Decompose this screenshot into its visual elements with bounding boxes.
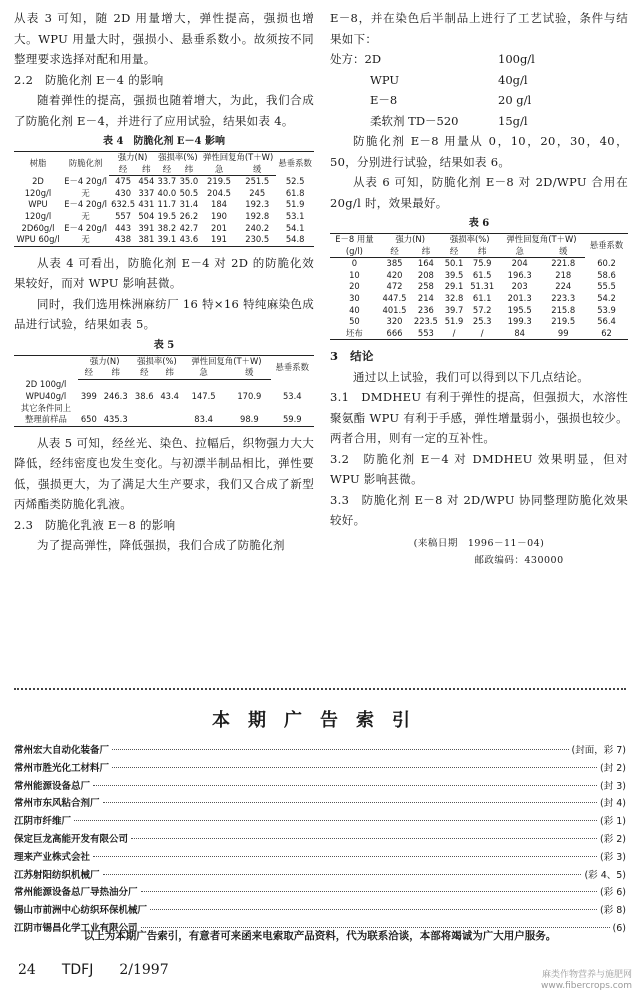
table-cell: / bbox=[467, 328, 498, 340]
col-subheader: 急 bbox=[182, 367, 224, 379]
table-4 bbox=[14, 151, 314, 247]
table-row bbox=[14, 211, 314, 223]
ad-page-ref: (彩 3) bbox=[600, 851, 626, 863]
table-cell bbox=[78, 379, 100, 391]
table-cell: 39.5 bbox=[444, 269, 464, 280]
table-cell: 214 bbox=[417, 292, 434, 303]
table-cell: 55.5 bbox=[597, 281, 616, 292]
recipe-list bbox=[330, 49, 628, 131]
ad-page-ref: (彩 1) bbox=[600, 816, 626, 828]
table-row bbox=[330, 258, 628, 270]
ad-index-note: 以上为本期广告索引，有意者可来函来电索取产品资料，代为联系洽谈，本部将竭诚为广大用户服务。 bbox=[83, 930, 557, 942]
table-cell: 196.3 bbox=[507, 269, 532, 280]
col-header: 悬垂系数 bbox=[585, 234, 628, 258]
col-subheader: 缓 bbox=[541, 246, 585, 258]
col-header: 强力(N) bbox=[109, 152, 156, 164]
table-cell: 472 bbox=[386, 281, 403, 292]
issue: 2/1997 bbox=[119, 962, 169, 978]
advertiser-name: 常州宏大自动化装备厂 bbox=[14, 745, 110, 756]
col-subheader: 缓 bbox=[228, 367, 270, 379]
table-cell: 204.5 bbox=[207, 187, 232, 198]
table-cell: 38.6 bbox=[134, 391, 154, 402]
table-row bbox=[14, 379, 314, 391]
table-cell: 20 bbox=[349, 281, 360, 292]
ad-index-item bbox=[14, 884, 626, 902]
table-cell: 420 bbox=[386, 269, 403, 280]
table-row bbox=[330, 281, 628, 293]
journal-name: TDFJ bbox=[61, 962, 94, 978]
ad-index-item bbox=[14, 742, 626, 760]
table-cell: E－4 20g/l bbox=[64, 199, 107, 210]
table-cell: 39.1 bbox=[156, 234, 178, 246]
table-cell: E－4 20g/l bbox=[64, 175, 107, 186]
table-cell: 51.9 bbox=[285, 199, 305, 210]
table-cell: 54.1 bbox=[285, 222, 305, 233]
table-6-caption: 表 6 bbox=[468, 218, 490, 229]
table-cell: 431 bbox=[138, 199, 155, 210]
table-cell: 75.9 bbox=[472, 258, 492, 269]
table-cell: 399 bbox=[80, 391, 97, 402]
col-header: 弹性回复角(T＋W) bbox=[498, 234, 585, 246]
table-cell: 30 bbox=[349, 292, 360, 303]
leader-dots bbox=[93, 785, 597, 786]
table-cell: 438 bbox=[109, 234, 137, 246]
ad-page-ref: (封 2) bbox=[600, 762, 626, 774]
table-cell: 401.5 bbox=[382, 304, 407, 315]
ad-index-item bbox=[14, 813, 626, 831]
paragraph: 从表 3 可知，随 2D 用量增大，弹性提高，强损也增大。WPU 用量大时，强损小、悬垂系数小。故须按不同整理要求选择对配和用量。 bbox=[14, 11, 314, 66]
col-subheader: 缓 bbox=[238, 164, 276, 176]
table-cell: 无 bbox=[81, 210, 90, 221]
table-cell: 40.0 bbox=[157, 187, 177, 198]
right-column bbox=[330, 8, 628, 569]
table-cell: 19.5 bbox=[157, 210, 177, 221]
table-cell: 61.8 bbox=[285, 187, 305, 198]
table-cell bbox=[182, 403, 224, 415]
postcode: 邮政编码：430000 bbox=[474, 554, 564, 566]
recipe-item: 处方：2D bbox=[330, 52, 382, 66]
conclusion-3-2: 3.2 防脆化剂 E－4 对 DMDHEU 效果明显，但对 WPU 影响甚微。 bbox=[330, 451, 628, 487]
table-cell: 650 bbox=[78, 414, 100, 426]
table-cell bbox=[132, 414, 157, 426]
advertiser-name: 常州市胜光化工材料厂 bbox=[14, 762, 110, 774]
advertiser-name: 保定巨龙高能开发有限公司 bbox=[14, 833, 129, 845]
recipe-row bbox=[330, 111, 628, 132]
table-cell: 43.6 bbox=[178, 234, 200, 246]
table-cell: 447.5 bbox=[382, 292, 407, 303]
leader-dots bbox=[74, 820, 597, 821]
table-cell: 2D 100g/l bbox=[25, 379, 67, 390]
table-cell: 666 bbox=[379, 328, 410, 340]
table-cell: 32.8 bbox=[444, 292, 464, 303]
paragraph: 从表 5 可知，经丝光、染色、拉幅后，织物强力大大降低，经纬密度也发生变化。与初漂半制品相比，弹性要低，强损更大，为了满足大生产要求，我们又合成了新型丙烯酯类防脆化乳液。 bbox=[14, 435, 314, 512]
table-cell bbox=[182, 379, 224, 391]
table-cell: 147.5 bbox=[191, 391, 216, 402]
table-cell: 31.4 bbox=[179, 199, 199, 210]
col-header bbox=[14, 355, 78, 379]
paragraph: 防脆化剂 E－8 用量从 0，10，20，30，40，50，分别进行试验，结果如表 6。 bbox=[330, 134, 628, 169]
table-5 bbox=[14, 355, 314, 427]
paragraph: 通过以上试验，我们可以得到以下几点结论。 bbox=[353, 369, 589, 384]
conclusion-3-1: 3.1 DMDHEU 有利于弹性的提高，但强损大，水溶性聚氨酯 WPU 有利于手感，弹性增量弱小，强损也较少。两者合用，则有一定的互补性。 bbox=[330, 390, 628, 446]
table-cell: 192.8 bbox=[245, 210, 270, 221]
table-cell: 246.3 bbox=[103, 391, 128, 402]
advertiser-name: 锡山市前洲中心纺织环保机械厂 bbox=[14, 905, 148, 917]
col-subheader: 纬 bbox=[157, 367, 182, 379]
table-cell bbox=[78, 403, 100, 415]
table-cell: 251.5 bbox=[245, 176, 270, 187]
table-cell: 454 bbox=[138, 176, 155, 187]
ad-page-ref: (封 3) bbox=[600, 780, 626, 792]
recipe-amount: 40g/l bbox=[498, 72, 528, 87]
conclusion-3-3: 3.3 防脆化剂 E－8 对 2D/WPU 协同整理防脆化效果较好。 bbox=[330, 492, 628, 528]
advertiser-name: 常州市东风粘合剂厂 bbox=[14, 798, 100, 810]
table-cell: 53.1 bbox=[285, 210, 305, 221]
table-cell: 120g/l bbox=[24, 210, 52, 221]
table-cell: 61.5 bbox=[472, 269, 492, 280]
leader-dots bbox=[150, 909, 597, 910]
table-row bbox=[14, 176, 314, 188]
recipe-row bbox=[330, 49, 628, 70]
table-cell: 208 bbox=[417, 269, 434, 280]
col-subheader: 纬 bbox=[178, 164, 200, 176]
table-cell: 98.9 bbox=[228, 414, 270, 426]
table-cell: 40 bbox=[349, 304, 360, 315]
table-cell: 62 bbox=[585, 328, 628, 340]
table-cell: 381 bbox=[137, 234, 156, 246]
ad-index-item bbox=[14, 760, 626, 778]
table-cell: 58.6 bbox=[597, 269, 616, 280]
advertiser-name: 江苏射阳纺织机械厂 bbox=[14, 869, 100, 881]
table-cell: 43.4 bbox=[160, 391, 179, 402]
ad-page-ref: (封面，彩 7) bbox=[571, 745, 626, 756]
table-cell: 224 bbox=[555, 281, 572, 292]
table-cell: 192.3 bbox=[245, 199, 270, 210]
table-cell: 26.2 bbox=[179, 210, 199, 221]
table-cell: WPU 60g/l bbox=[14, 234, 62, 246]
table-cell: 54.8 bbox=[276, 234, 314, 246]
table-cell: 245 bbox=[249, 187, 266, 198]
table-cell: 11.7 bbox=[157, 199, 177, 210]
page-footer bbox=[18, 962, 169, 978]
table-cell: 191 bbox=[200, 234, 238, 246]
table-cell: 553 bbox=[410, 328, 441, 340]
table-cell bbox=[157, 379, 182, 391]
recipe-item: E－8 bbox=[370, 93, 398, 107]
leader-dots bbox=[112, 767, 597, 768]
table-row bbox=[14, 199, 314, 211]
col-header: E－8 用量 bbox=[330, 234, 379, 246]
col-header: 强损率(%) bbox=[442, 234, 498, 246]
leader-dots bbox=[141, 891, 598, 892]
paragraph: E－8，并在染色后半制品上进行了工艺试验，条件与结果如下： bbox=[330, 11, 628, 46]
table-cell bbox=[132, 379, 157, 391]
col-header: 悬垂系数 bbox=[276, 152, 314, 176]
table-cell: 2D60g/l bbox=[21, 222, 55, 233]
ad-index-item bbox=[14, 902, 626, 920]
col-subheader: 经 bbox=[442, 246, 467, 258]
table-cell: 坯布 bbox=[330, 328, 379, 340]
table-cell: 0 bbox=[351, 258, 358, 269]
table-cell: / bbox=[442, 328, 467, 340]
table-cell: 385 bbox=[386, 258, 403, 269]
table-cell: 57.2 bbox=[472, 304, 492, 315]
ad-index-list bbox=[14, 742, 626, 938]
table-cell: 221.8 bbox=[551, 258, 576, 269]
col-subheader: 纬 bbox=[137, 164, 156, 176]
ad-index-title: 本期广告索引 bbox=[212, 710, 428, 731]
table-5-caption: 表 5 bbox=[153, 339, 175, 351]
table-cell: 10 bbox=[349, 269, 360, 280]
section-heading-3: 3 结论 bbox=[330, 349, 374, 364]
page-number: 24 bbox=[18, 962, 36, 978]
col-header: 防脆化剂 bbox=[62, 152, 109, 176]
table-cell: 391 bbox=[138, 222, 155, 233]
table-row bbox=[330, 305, 628, 317]
table-cell: 184 bbox=[211, 199, 228, 210]
table-row bbox=[330, 316, 628, 328]
table-cell bbox=[100, 379, 132, 391]
ad-page-ref: (彩 2) bbox=[600, 833, 626, 845]
advertiser-name: 常州能源设备总厂导热油分厂 bbox=[14, 887, 138, 899]
received-date: (来稿日期 1996－11－04) bbox=[413, 537, 545, 549]
col-subheader: 纬 bbox=[467, 246, 498, 258]
table-cell: 218 bbox=[555, 269, 572, 280]
ad-page-ref: (彩 6) bbox=[600, 887, 626, 899]
ad-index-item bbox=[14, 849, 626, 867]
table-cell bbox=[132, 403, 157, 415]
table-cell: 430 bbox=[115, 187, 132, 198]
col-subheader: 经 bbox=[156, 164, 178, 176]
col-header: 强损率(%) bbox=[132, 355, 183, 367]
table-cell: 230.5 bbox=[238, 234, 276, 246]
table-cell: 236 bbox=[417, 304, 434, 315]
recipe-amount: 20 g/l bbox=[498, 93, 532, 107]
table-cell: 240.2 bbox=[245, 222, 270, 233]
ad-index-item bbox=[14, 831, 626, 849]
table-cell: 258 bbox=[417, 281, 434, 292]
table-6 bbox=[330, 233, 628, 340]
watermark bbox=[541, 970, 632, 992]
table-cell: 整理前样品 bbox=[14, 414, 78, 426]
table-cell: 56.4 bbox=[597, 316, 616, 327]
table-cell: 475 bbox=[115, 176, 132, 187]
recipe-item: WPU bbox=[370, 72, 400, 87]
ad-page-ref: (6) bbox=[612, 922, 626, 934]
col-subheader: 纬 bbox=[410, 246, 441, 258]
table-cell: 219.5 bbox=[551, 316, 576, 327]
watermark-line: www.fibercrops.com bbox=[541, 981, 632, 991]
ad-page-ref: (彩 8) bbox=[600, 905, 626, 917]
leader-dots bbox=[103, 874, 582, 875]
table-cell: 无 bbox=[81, 187, 90, 198]
table-cell: 25.3 bbox=[472, 316, 492, 327]
col-header: 树脂 bbox=[14, 152, 62, 176]
table-cell: 199.3 bbox=[507, 316, 532, 327]
table-cell: 223.3 bbox=[551, 292, 576, 303]
section-heading-2-2: 2.2 防脆化剂 E－4 的影响 bbox=[14, 72, 164, 87]
advertiser-name: 江阴市纤维厂 bbox=[14, 816, 72, 828]
table-cell: 190 bbox=[211, 210, 228, 221]
table-cell: 83.4 bbox=[182, 414, 224, 426]
paragraph: 随着弹性的提高，强损也随着增大，为此，我们合成了防脆化剂 E－4，并进行了应用试验，结果如表 4。 bbox=[14, 93, 314, 128]
divider bbox=[14, 688, 626, 690]
paragraph: 同时，我们选用株洲麻纺厂 16 特×16 特纯麻染色成品进行试验，结果如表 5。 bbox=[14, 296, 314, 332]
table-cell: 443 bbox=[115, 222, 132, 233]
table-cell: 2D bbox=[32, 175, 44, 186]
col-header: 强力(N) bbox=[78, 355, 132, 367]
left-column bbox=[14, 8, 314, 556]
recipe-row bbox=[330, 70, 628, 91]
col-subheader: (g/l) bbox=[330, 246, 379, 258]
table-cell: 84 bbox=[498, 328, 542, 340]
table-row bbox=[14, 188, 314, 200]
paragraph: 从表 4 可看出，防脆化剂 E－4 对 2D 的防脆化效果较好，而对 WPU 影响甚微。 bbox=[14, 255, 314, 291]
table-cell: 29.1 bbox=[444, 281, 464, 292]
col-header: 强力(N) bbox=[379, 234, 442, 246]
ad-index-item bbox=[14, 778, 626, 796]
col-subheader: 急 bbox=[200, 164, 238, 176]
ad-index-item bbox=[14, 795, 626, 813]
table-row bbox=[330, 328, 628, 340]
table-cell: 223.5 bbox=[413, 316, 438, 327]
table-cell: 201.3 bbox=[507, 292, 532, 303]
table-cell: 50.1 bbox=[444, 258, 464, 269]
table-row bbox=[14, 234, 314, 246]
ad-page-ref: (封 4) bbox=[600, 798, 626, 810]
table-cell bbox=[157, 403, 182, 415]
leader-dots bbox=[103, 802, 598, 803]
table-cell: 38.2 bbox=[157, 222, 177, 233]
table-row bbox=[14, 403, 314, 415]
table-cell: E－4 20g/l bbox=[64, 222, 107, 233]
table-cell: WPU bbox=[28, 199, 48, 210]
table-cell: 320 bbox=[386, 316, 403, 327]
table-cell: 170.9 bbox=[237, 391, 262, 402]
table-cell: 其它条件同上 bbox=[20, 402, 72, 413]
table-cell: 219.5 bbox=[207, 176, 232, 187]
section-heading-2-3: 2.3 防脆化乳液 E－8 的影响 bbox=[14, 517, 176, 532]
table-cell: 52.5 bbox=[285, 175, 305, 186]
col-subheader: 纬 bbox=[100, 367, 132, 379]
col-header: 强损率(%) bbox=[156, 152, 200, 164]
table-cell: 504 bbox=[138, 210, 155, 221]
table-cell: 201 bbox=[211, 222, 228, 233]
table-cell: 59.9 bbox=[271, 414, 314, 426]
col-header: 弹性回复角(T＋W) bbox=[200, 152, 276, 164]
table-cell: 39.7 bbox=[444, 304, 464, 315]
ad-index-item bbox=[14, 867, 626, 885]
table-cell bbox=[271, 379, 314, 391]
table-cell: 557 bbox=[115, 210, 132, 221]
table-cell: 632.5 bbox=[111, 199, 136, 210]
col-header: 悬垂系数 bbox=[271, 355, 314, 379]
col-subheader: 经 bbox=[132, 367, 157, 379]
table-cell: 51.31 bbox=[470, 281, 495, 292]
col-subheader: 经 bbox=[78, 367, 100, 379]
leader-dots bbox=[112, 749, 569, 750]
table-cell: 35.0 bbox=[179, 176, 199, 187]
table-cell: 42.7 bbox=[179, 222, 199, 233]
table-row bbox=[14, 391, 314, 403]
table-cell bbox=[228, 379, 270, 391]
paragraph: 从表 6 可知，防脆化剂 E－8 对 2D/WPU 合用在 20g/l 时，效果最好。 bbox=[330, 175, 628, 210]
watermark-line: 麻类作物营养与施肥网 bbox=[541, 970, 632, 980]
recipe-amount: 15g/l bbox=[498, 113, 528, 128]
advertiser-name: 江阴市锡昌化学工业有限公司 bbox=[14, 922, 138, 934]
table-cell: 50 bbox=[349, 316, 360, 327]
table-cell bbox=[100, 403, 132, 415]
recipe-amount: 100g/l bbox=[498, 52, 535, 66]
table-cell bbox=[157, 414, 182, 426]
table-cell: 120g/l bbox=[24, 187, 52, 198]
table-cell: 33.7 bbox=[157, 176, 177, 187]
table-cell: 99 bbox=[541, 328, 585, 340]
table-cell: 195.5 bbox=[507, 304, 532, 315]
table-cell: 无 bbox=[62, 234, 109, 246]
table-4-caption: 表 4 防脆化剂 E－4 影响 bbox=[103, 136, 225, 147]
table-cell: 50.5 bbox=[179, 187, 199, 198]
table-cell: 51.9 bbox=[444, 316, 464, 327]
recipe-item: 柔软剂 TD－520 bbox=[370, 113, 459, 128]
table-row bbox=[330, 293, 628, 305]
table-cell: 435.3 bbox=[100, 414, 132, 426]
col-subheader: 经 bbox=[379, 246, 410, 258]
leader-dots bbox=[131, 838, 597, 839]
table-cell: 215.8 bbox=[551, 304, 576, 315]
table-cell: 60.2 bbox=[597, 257, 616, 268]
table-cell: 54.2 bbox=[597, 292, 616, 303]
col-header: 弹性回复角(T＋W) bbox=[182, 355, 270, 367]
table-row bbox=[14, 414, 314, 426]
paragraph: 为了提高弹性，降低强损，我们合成了防脆化剂 bbox=[37, 538, 285, 553]
table-row bbox=[330, 270, 628, 282]
table-cell bbox=[271, 403, 314, 415]
table-cell: WPU40g/l bbox=[25, 391, 67, 402]
advertiser-name: 理来产业株式会社 bbox=[14, 851, 91, 863]
table-cell: 164 bbox=[417, 258, 434, 269]
recipe-row bbox=[330, 90, 628, 111]
table-cell: 53.9 bbox=[597, 304, 616, 315]
table-cell: 61.1 bbox=[472, 292, 492, 303]
advertiser-name: 常州能源设备总厂 bbox=[14, 780, 91, 792]
ad-page-ref: (彩 4、5) bbox=[584, 869, 626, 881]
leader-dots bbox=[93, 856, 597, 857]
col-subheader: 急 bbox=[498, 246, 542, 258]
table-cell: 203 bbox=[511, 281, 528, 292]
table-row bbox=[14, 223, 314, 235]
table-cell: 204 bbox=[511, 258, 528, 269]
table-cell: 337 bbox=[138, 187, 155, 198]
table-cell: 53.4 bbox=[282, 391, 302, 402]
table-cell bbox=[228, 403, 270, 415]
col-subheader: 经 bbox=[109, 164, 137, 176]
